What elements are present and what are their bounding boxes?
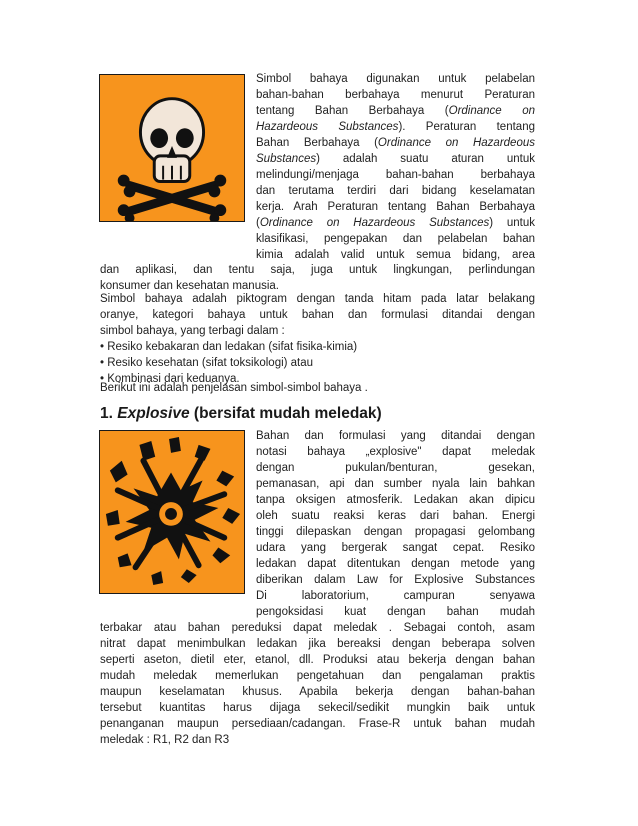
list-item: • Resiko kebakaran dan ledakan (sifat fisika-kimia) [100, 341, 358, 353]
text-line: dengan pukulan/benturan, gesekan, [256, 462, 535, 474]
text-line: Simbol bahaya digunakan untuk pelabelan [256, 73, 535, 85]
text-line: notasi bahaya „explosive" dapat meledak [256, 446, 535, 458]
text-line: dan terutama terdiri dari bidang keselamatan [256, 185, 535, 197]
text-line: oranye, kategori bahaya untuk bahan dan formulasi ditandai dengan [100, 309, 535, 321]
text-line: Hazardeous Substances). Peraturan tentang [256, 121, 535, 133]
text-line: penanganan maupun persediaan/cadangan. Frase-R untuk bahan mudah [100, 718, 535, 730]
text-line: tentang Bahan Berbahaya (Ordinance on [256, 105, 535, 117]
text-line: Bahan Berbahaya (Ordinance on Hazardeous [256, 137, 535, 149]
text-line: maupun keselamatan khusus. Apabila bekerja dengan bahan-bahan [100, 686, 535, 698]
text-line: dan aplikasi, dan tentu saja, juga untuk lingkungan, perlindungan [100, 264, 535, 276]
text-line: terbakar atau bahan pereduksi dapat meledak . Sebagai contoh, asam [100, 622, 535, 634]
text-line: Di laboratorium, campuran senyawa [256, 590, 535, 602]
list-item: • Kombinasi dari keduanya. [100, 373, 240, 385]
text-line: pemanasan, api dan sumber nyala lain bahkan [256, 478, 535, 490]
text-line: oleh suatu reaksi keras dari bahan. Energi [256, 510, 535, 522]
text-line: ledakan dapat ditentukan dengan metode yang [256, 558, 535, 570]
text-line: bahan-bahan berbahaya menurut Peraturan [256, 89, 535, 101]
text-line: simbol bahaya, yang terbagi dalam : [100, 325, 285, 337]
text-line: (Ordinance on Hazardeous Substances) untuk [256, 217, 535, 229]
skull-crossbones-icon [100, 75, 244, 221]
text-line: diberikan dalam Law for Explosive Substances [256, 574, 535, 586]
list-item: • Resiko kesehatan (sifat toksikologi) atau [100, 357, 314, 369]
text-line: tinggi dilepaskan dengan propagasi gelombang [256, 526, 535, 538]
text-line: Substances) adalah suatu aturan untuk [256, 153, 535, 165]
text-line: udara yang bergerak sangat cepat. Resiko [256, 542, 535, 554]
text-line: kerja. Arah Peraturan tentang Bahan Berbahaya [256, 201, 535, 213]
section-heading-explosive: 1. Explosive (bersifat mudah meledak) [100, 405, 382, 422]
text-line: nitrat dapat menimbulkan ledakan jika bereaksi dengan beberapa solven [100, 638, 535, 650]
text-line: meledak : R1, R2 dan R3 [100, 734, 230, 746]
text-line: tanpa oksigen atmosferik. Ledakan akan dipicu [256, 494, 535, 506]
text-line: konsumer dan kesehatan manusia. [100, 280, 279, 292]
text-line: klasifikasi, pengepakan dan pelabelan bahan [256, 233, 535, 245]
text-line: Berikut ini adalah penjelasan simbol-simbol bahaya . [100, 382, 368, 394]
text-line: seperti aseton, dietil eter, etanol, dll. Produksi atau bekerja dengan bahan [100, 654, 535, 666]
text-line: melindungi/menjaga bahan-bahan berbahaya [256, 169, 535, 181]
toxic-hazard-symbol [99, 74, 245, 222]
text-line: mudah meledak memerlukan pengetahuan dan pengalaman praktis [100, 670, 535, 682]
text-line: pengoksidasi kuat dengan bahan mudah [256, 606, 535, 618]
explosive-hazard-symbol [99, 430, 245, 594]
text-line: tersebut kuantitas harus dijaga sekecil/sedikit mungkin baik untuk [100, 702, 535, 714]
text-line: Simbol bahaya adalah piktogram dengan tanda hitam pada latar belakang [100, 293, 535, 305]
text-line: Bahan dan formulasi yang ditandai dengan [256, 430, 535, 442]
text-line: kimia adalah valid untuk semua bidang, area [256, 249, 535, 261]
explosion-icon [100, 431, 244, 593]
